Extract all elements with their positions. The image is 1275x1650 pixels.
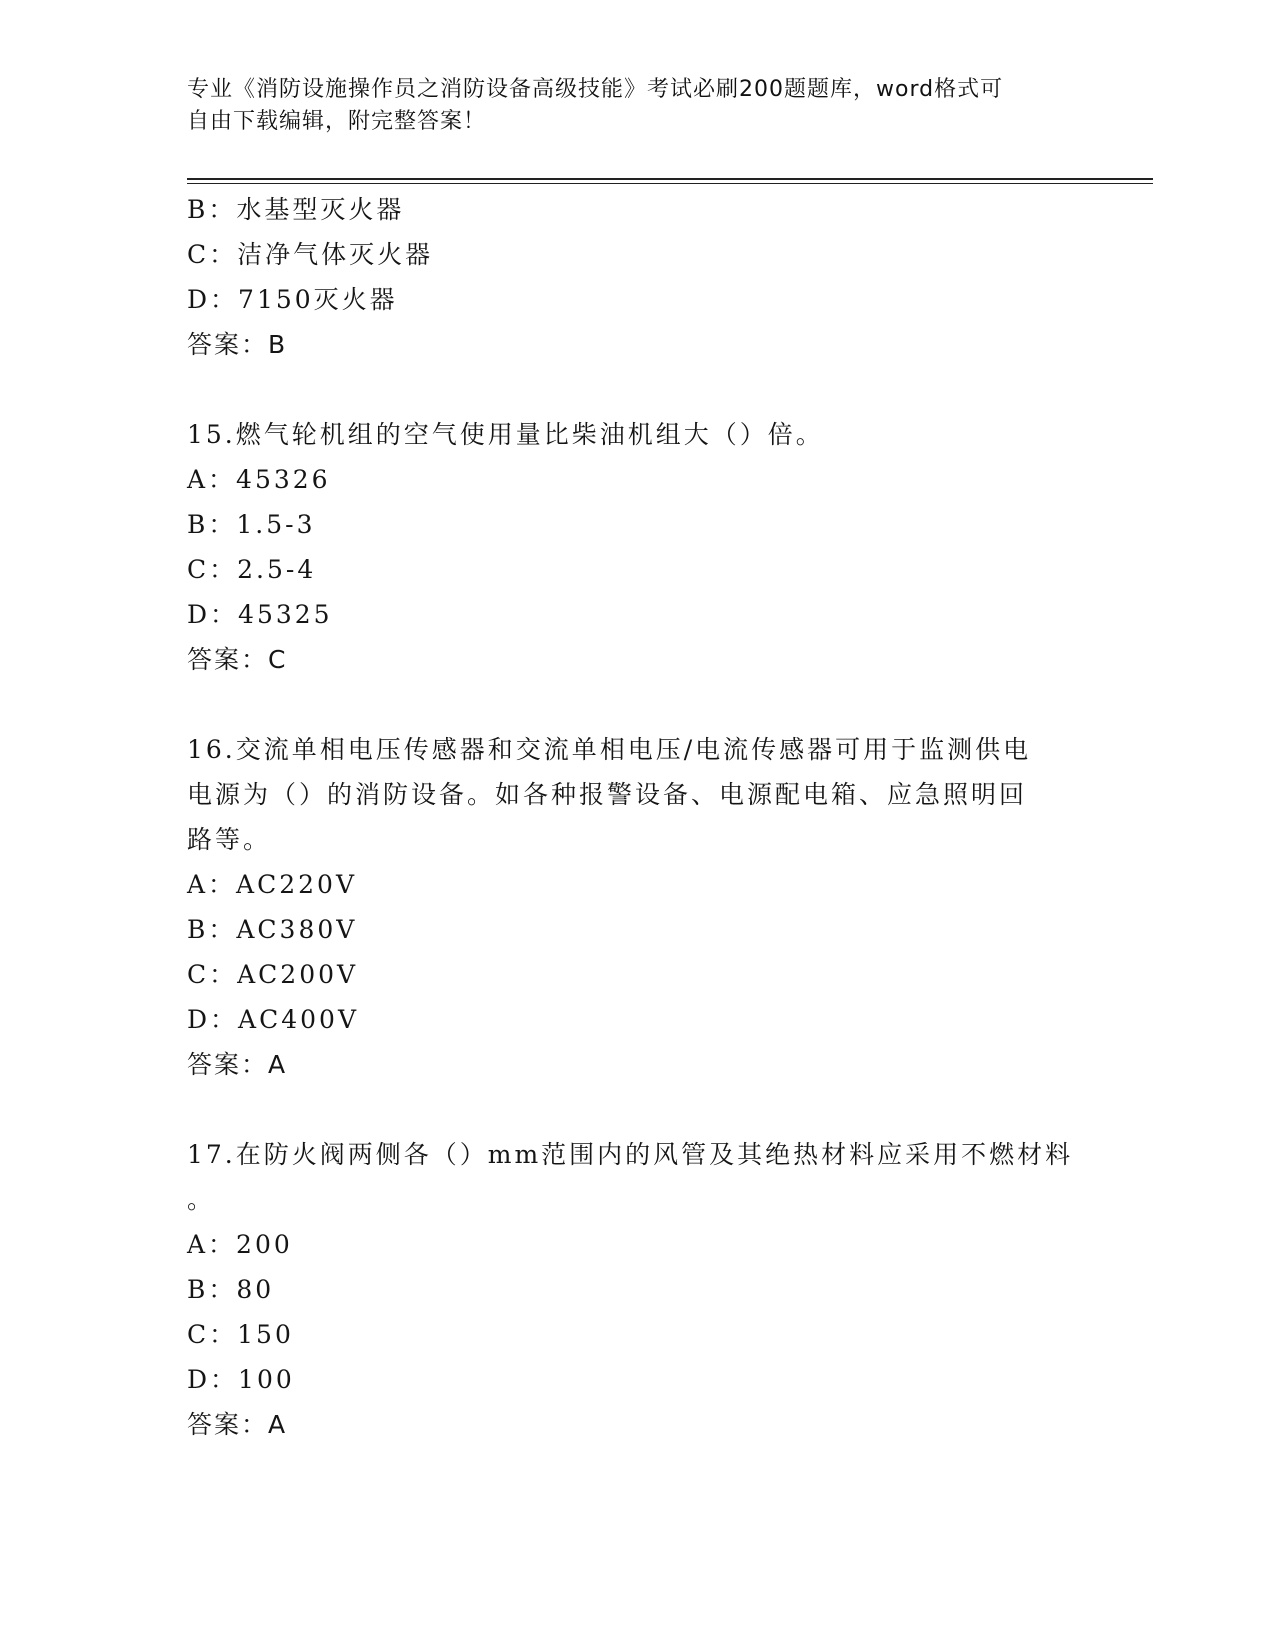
q17-stem-line-1: 17.在防火阀两侧各（）mm范围内的风管及其绝热材料应采用不燃材料 <box>187 1140 1074 1169</box>
q14-answer: 答案：B <box>187 330 288 359</box>
q17-option-d: D：100 <box>187 1365 295 1394</box>
q15-option-d: D：45325 <box>187 600 333 629</box>
q17-option-a: A：200 <box>187 1230 293 1259</box>
q15-answer: 答案：C <box>187 645 288 674</box>
q17-option-c: C：150 <box>187 1320 294 1349</box>
q16-stem-line-2: 电源为（）的消防设备。如各种报警设备、电源配电箱、应急照明回 <box>187 780 1028 809</box>
q15-option-a: A：45326 <box>187 465 331 494</box>
q17-stem-line-2: 。 <box>187 1185 216 1214</box>
header-line-1: 专业《消防设施操作员之消防设备高级技能》考试必刷200题题库，word格式可 <box>187 77 1004 102</box>
document-header <box>187 74 1067 138</box>
q16-stem-line-1: 16.交流单相电压传感器和交流单相电压/电流传感器可用于监测供电 <box>187 735 1032 764</box>
header-line-2: 自由下载编辑，附完整答案！ <box>187 109 487 134</box>
q14-option-d: D：7150灭火器 <box>187 285 398 314</box>
q15-option-c: C：2.5-4 <box>187 555 317 584</box>
header-divider-thick <box>187 178 1153 180</box>
q17-option-b: B：80 <box>187 1275 275 1304</box>
header-divider-thin <box>187 183 1153 184</box>
q16-option-a: A：AC220V <box>187 870 358 899</box>
q15-stem: 15.燃气轮机组的空气使用量比柴油机组大（）倍。 <box>187 420 824 449</box>
q16-option-b: B：AC380V <box>187 915 358 944</box>
q15-option-b: B：1.5-3 <box>187 510 316 539</box>
q16-option-c: C：AC200V <box>187 960 359 989</box>
q17-answer: 答案：A <box>187 1410 288 1439</box>
q16-option-d: D：AC400V <box>187 1005 359 1034</box>
q16-answer: 答案：A <box>187 1050 288 1079</box>
q16-stem-line-3: 路等。 <box>187 825 272 854</box>
q14-option-b: B：水基型灭火器 <box>187 195 405 224</box>
q14-option-c: C：洁净气体灭火器 <box>187 240 434 269</box>
